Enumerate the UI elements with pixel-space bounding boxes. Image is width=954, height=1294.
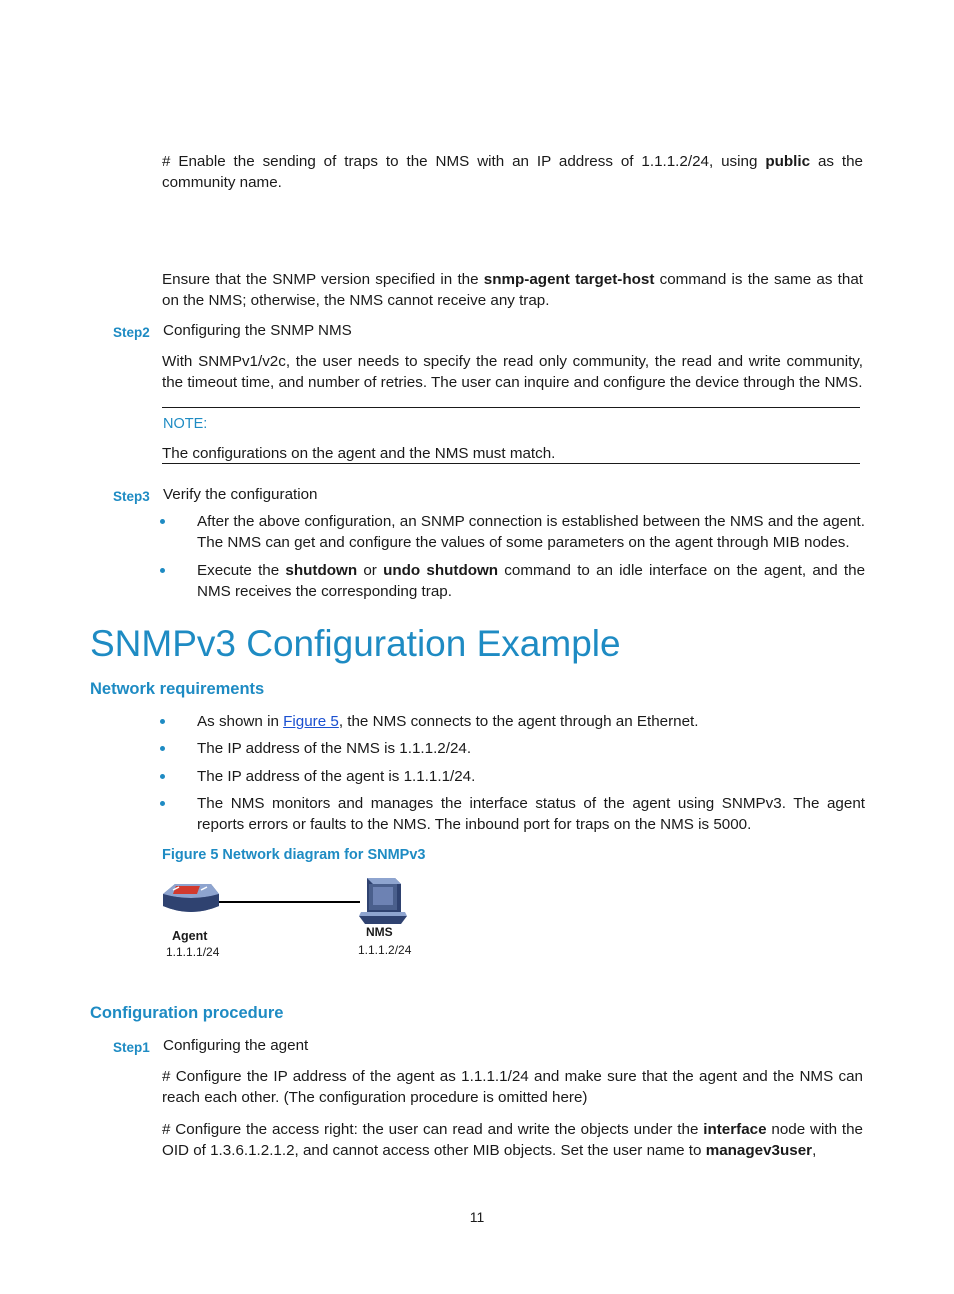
note-label: NOTE: (163, 416, 208, 432)
step3-title: Verify the configuration (163, 486, 318, 503)
ensure-paragraph: Ensure that the SNMP version specified in the snmp-agent target-host command is the same as that on the NMS; otherwise, the NMS cannot receive any trap. (162, 271, 863, 309)
note-bottom-rule (162, 463, 860, 464)
note-text: The configurations on the agent and the NMS must match. (162, 445, 556, 462)
note-top-rule (162, 407, 860, 408)
list-item: The NMS monitors and manages the interface status of the agent using SNMPv3. The agent reports errors or faults to the NMS. The inbound port for traps on the NMS is 5000. (160, 793, 865, 835)
page-number: 11 (469, 1209, 485, 1225)
step1-label: Step1 (113, 1040, 150, 1055)
router-icon (163, 884, 219, 912)
nms-ip: 1.1.1.2/24 (358, 943, 412, 957)
list-item: After the above configuration, an SNMP connection is established between the NMS and the agent. The NMS can get and configure the values of some parameters on the agent through MIB nodes. (160, 511, 865, 553)
config-paragraph-2: # Configure the access right: the user can read and write the objects under the interface node with the OID of 1.3.6.1.2.1.2, and cannot access other MIB objects. Set the user name to managev3user, (162, 1121, 864, 1159)
bullet-icon (160, 801, 165, 806)
agent-label: Agent (172, 929, 208, 943)
bullet-icon (160, 774, 165, 779)
network-requirements-heading: Network requirements (90, 680, 265, 698)
step1-title: Configuring the agent (163, 1037, 309, 1054)
bullet-icon (160, 746, 165, 751)
figure-5-link[interactable]: Figure 5 (283, 713, 339, 730)
configuration-procedure-heading: Configuration procedure (90, 1004, 284, 1022)
step2-body: With SNMPv1/v2c, the user needs to specify the read only community, the read and write community, the timeout time, and number of retries. The user can inquire and configure the device through the NMS. (162, 353, 863, 391)
list-item: The IP address of the NMS is 1.1.1.2/24. (160, 738, 865, 759)
list-item: The IP address of the agent is 1.1.1.1/24. (160, 766, 865, 787)
community-name: public (765, 153, 811, 170)
agent-ip: 1.1.1.1/24 (166, 945, 220, 959)
command-name: snmp-agent target-host (483, 271, 655, 288)
list-item: As shown in Figure 5, the NMS connects to the agent through an Ethernet. (160, 711, 865, 732)
step2-label: Step2 (113, 325, 150, 340)
bullet-icon (160, 519, 165, 524)
bullet-icon (160, 719, 165, 724)
step3-label: Step3 (113, 489, 150, 504)
step2-title: Configuring the SNMP NMS (163, 322, 352, 339)
intro-paragraph: # Enable the sending of traps to the NMS with an IP address of 1.1.1.2/24, using public as the community name. (162, 153, 864, 191)
figure-caption: Figure 5 Network diagram for SNMPv3 (162, 847, 426, 863)
network-diagram (155, 872, 425, 964)
config-paragraph-1: # Configure the IP address of the agent as 1.1.1.1/24 and make sure that the agent and the NMS can reach each other. (The configuration procedure is omitted here) (162, 1068, 863, 1106)
computer-icon (359, 878, 407, 924)
section-title: SNMPv3 Configuration Example (90, 623, 621, 664)
list-item: Execute the shutdown or undo shutdown command to an idle interface on the agent, and the NMS receives the corresponding trap. (160, 560, 865, 602)
nms-label: NMS (366, 925, 393, 939)
bullet-icon (160, 568, 165, 573)
